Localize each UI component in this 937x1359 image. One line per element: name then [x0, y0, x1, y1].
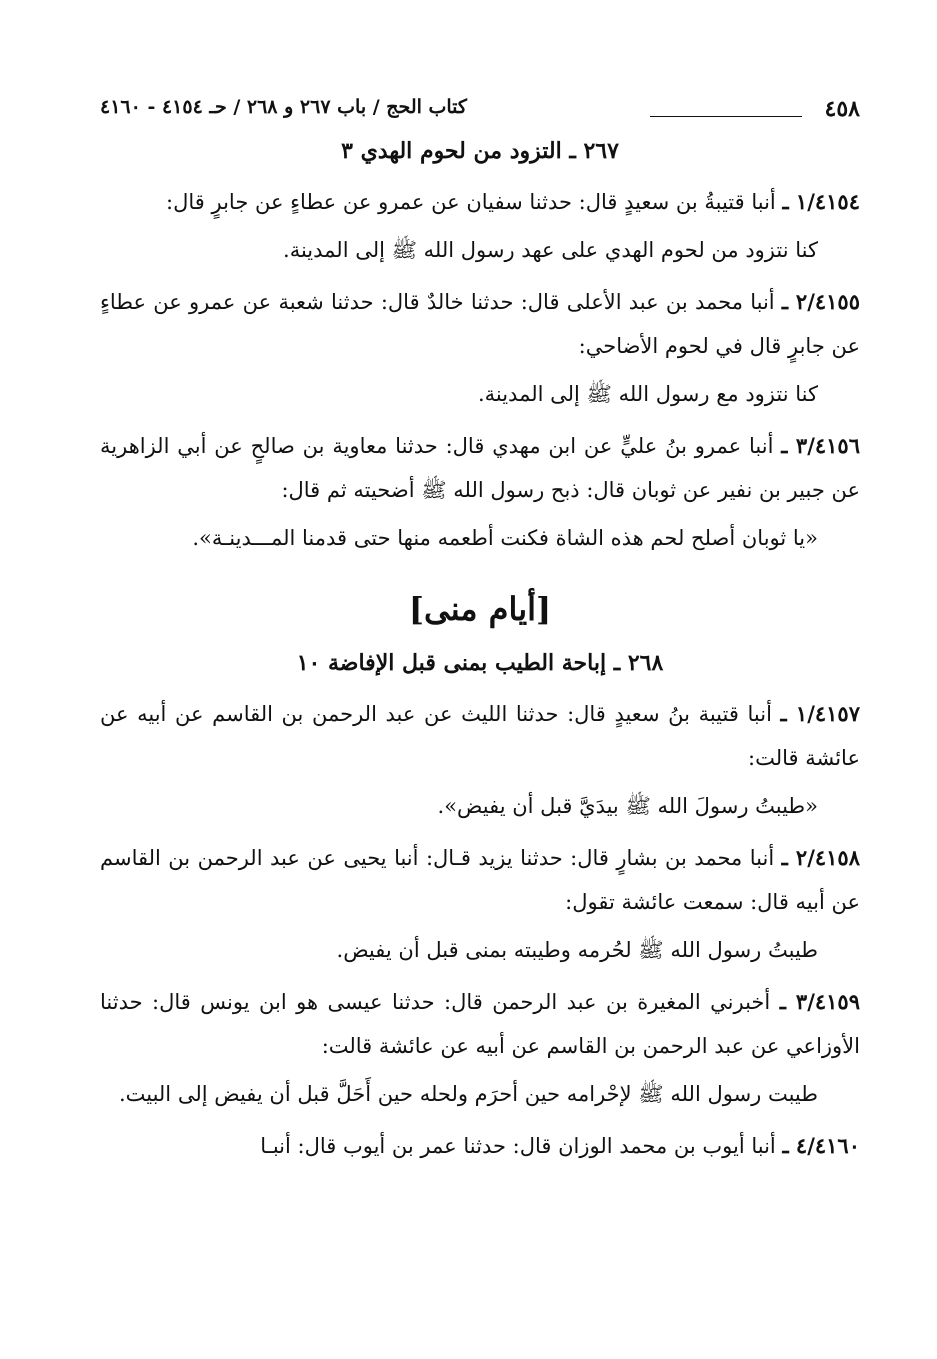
- hadith-isnad: أنبا محمد بن عبد الأعلى قال: حدثنا خالدٌ قال: حدثنا شعبة عن عمرو عن عطاءٍ عن جابرٍ قال في لحوم الأضاحي:: [100, 290, 860, 358]
- hadith-chain: [100, 692, 860, 780]
- hadith-entry: [100, 692, 860, 828]
- hadith-isnad: أخبرني المغيرة بن عبد الرحمن قال: حدثنا عيسى هو ابن يونس قال: حدثنا الأوزاعي عن عبد الرحمن بن القاسم عن أبيه عن عائشة قالت:: [100, 990, 860, 1058]
- hadith-chain: [100, 836, 860, 924]
- hadith-entry: [100, 424, 860, 560]
- hadith-number: ١/٤١٥٤ ـ: [782, 189, 860, 214]
- hadith-text: كنا نتزود من لحوم الهدي على عهد رسول الله ﷺ إلى المدينة.: [283, 238, 818, 262]
- hadith-text: طيبتُ رسول الله ﷺ لحُرمه وطيبته بمنى قبل أن يفيض.: [336, 938, 818, 962]
- hadith-text: «طيبتُ رسولَ الله ﷺ بيدَيَّ قبل أن يفيض».: [437, 794, 818, 818]
- hadith-chain: [100, 1124, 860, 1168]
- page-header: [100, 86, 860, 126]
- hadith-entry: [100, 836, 860, 972]
- hadith-number: ٤/٤١٦٠ ـ: [782, 1133, 860, 1158]
- hadith-text: «يا ثوبان أصلح لحم هذه الشاة فكنت أطعمه منها حتى قدمنا المـــدينـة».: [192, 526, 818, 550]
- hadith-number: ٣/٤١٥٦ ـ: [781, 433, 860, 458]
- hadith-text: كنا نتزود مع رسول الله ﷺ إلى المدينة.: [477, 382, 818, 406]
- hadith-entry: [100, 1124, 860, 1168]
- hadith-isnad: أنبا أيوب بن محمد الوزان قال: حدثنا عمر بن أيوب قال: أنبـا: [260, 1134, 776, 1158]
- hadith-isnad: أنبا عمرو بنُ عليٍّ عن ابن مهدي قال: حدثنا معاوية بن صالحٍ عن أبي الزاهرية عن جبير بن نفير عن ثوبان قال: ذبح رسول الله ﷺ أضحيته ثم قال:: [100, 434, 860, 502]
- hadith-number: ٢/٤١٥٥ ـ: [781, 289, 860, 314]
- book-page: [100, 86, 860, 1168]
- hadith-number: ٢/٤١٥٨ ـ: [781, 845, 860, 870]
- hadith-number: ١/٤١٥٧ ـ: [780, 701, 860, 726]
- hadith-isnad: أنبا قتيبة بنُ سعيدٍ قال: حدثنا الليث عن عبد الرحمن بن القاسم عن أبيه عن عائشة قالت:: [100, 702, 860, 770]
- running-title: كتاب الحج / باب ٢٦٧ و ٢٦٨ / حـ ٤١٥٤ - ٤١٦٠: [100, 96, 467, 118]
- chapter-heading-267: ٢٦٧ ـ التزود من لحوم الهدي ٣: [341, 138, 619, 164]
- header-rule: [650, 116, 802, 117]
- hadith-entry: [100, 180, 860, 272]
- hadith-isnad: أنبا قتيبةُ بن سعيدٍ قال: حدثنا سفيان عن عمرو عن عطاءٍ عن جابرٍ قال:: [166, 190, 776, 214]
- hadith-number: ٣/٤١٥٩ ـ: [779, 989, 860, 1014]
- hadith-isnad: أنبا محمد بن بشارٍ قال: حدثنا يزيد قـال: أنبا يحيى عن عبد الرحمن بن القاسم عن أبيه قال: سمعت عائشة تقول:: [100, 846, 860, 914]
- hadith-text: طيبت رسول الله ﷺ لإحْرامه حين أحرَم ولحله حين أَحَلَّ قبل أن يفيض إلى البيت.: [118, 1082, 818, 1106]
- chapter-heading-268: ٢٦٨ ـ إباحة الطيب بمنى قبل الإفاضة ١٠: [296, 650, 664, 676]
- hadith-entry: [100, 980, 860, 1116]
- page-number: ٤٥٨: [824, 96, 860, 122]
- hadith-chain: [100, 280, 860, 368]
- hadith-entry: [100, 280, 860, 416]
- hadith-chain: [100, 980, 860, 1068]
- hadith-chain: [100, 180, 860, 224]
- section-title: [أيام منى]: [408, 590, 552, 628]
- hadith-chain: [100, 424, 860, 512]
